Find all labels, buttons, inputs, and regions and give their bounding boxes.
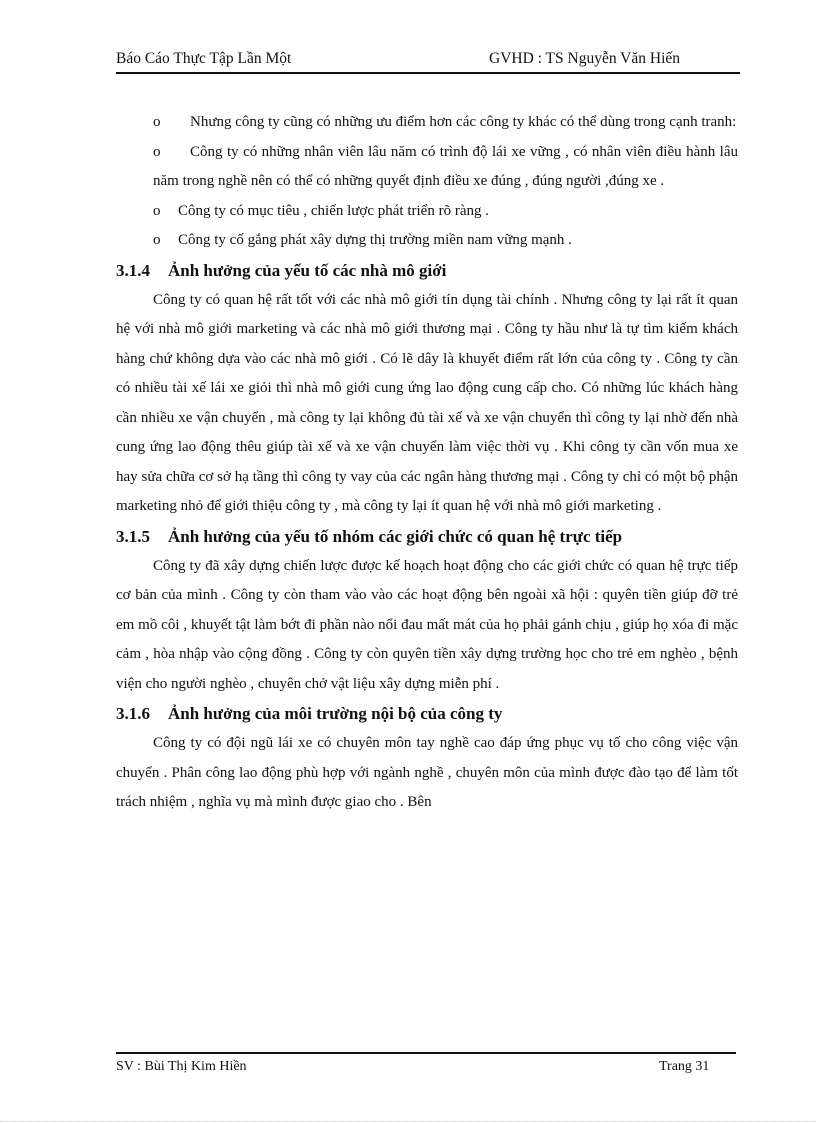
bullet-text: Nhưng công ty cũng có những ưu điểm hơn các công ty khác có thể dùng trong cạnh tranh:	[190, 114, 737, 130]
header-report-title: Báo Cáo Thực Tập Lần Một	[116, 50, 292, 67]
section-paragraph: Công ty đã xây dựng chiến lược được kế hoạch hoạt động cho các giới chức có quan hệ trực tiếp cơ bản của mình . Công ty còn tham vào vào các hoạt động bên ngoài xã hội : quyên tiền giúp đỡ trẻ em mồ côi , khuyết tật làm bớt đi phần nào nổi đau mất mát của họ phải gánh chịu , giúp họ xóa đi mặc cảm , hòa nhập vào cộng đồng . Công ty còn quyên tiền xây dựng trường học cho trẻ em nghèo , bệnh viện cho người nghèo , chuyên chở vật liệu xây dựng miễn phí .	[116, 557, 738, 692]
section-heading	[116, 522, 738, 552]
bullet-text: Công ty cố gắng phát xây dựng thị trường miền nam vững mạnh .	[178, 232, 572, 248]
section-heading	[116, 699, 738, 729]
section-title: Ảnh hưởng của yếu tố các nhà mô giới	[168, 260, 447, 280]
section-number: 3.1.4	[116, 260, 150, 280]
page-boundary-divider	[0, 1121, 816, 1122]
bullet-item	[116, 226, 738, 256]
bullet-text: Công ty có những nhân viên lâu năm có trình độ lái xe vững , có nhân viên điều hành lâu năm trong nghề nên có thể có những quyết định điều xe đúng , đúng người ,đúng xe .	[153, 143, 738, 189]
section-paragraph: Công ty có quan hệ rất tốt với các nhà mô giới tín dụng tài chính . Nhưng công ty lại rất ít quan hệ với nhà mô giới marketing và các nhà mô giới thương mại . Công ty hầu như là tự tìm kiếm khách hàng chứ không dựa vào các nhà mô giới . Có lẽ dây là khuyết điểm rất lớn của công ty . Công ty cần có nhiều tài xế lái xe giỏi thì nhà mô giới cung ứng lao động cung cấp cho. Có những lúc khách hàng cần nhiều xe vận chuyển , mà công ty lại không đủ tài xế và xe vận chuyển thì công ty lại nhờ đến nhà cung ứng lao động thêu giúp tài xế và xe vận chuyển làm việc thời vụ . Khi công ty cần vốn mua xe hay sửa chữa cơ sở hạ tầng thì công ty vay của các ngân hàng thương mại . Công ty chỉ có một bộ phận marketing nhỏ để giới thiệu công ty , mà công ty lại ít quan hệ với nhà mô giới marketing .	[116, 291, 738, 514]
bullet-item	[116, 197, 738, 227]
section-heading	[116, 256, 738, 286]
page-number: Trang 31	[659, 1059, 710, 1074]
bullet-item	[116, 108, 738, 138]
bullet-text: Công ty có mục tiêu , chiến lược phát triển rõ ràng .	[178, 202, 489, 219]
bullet-marker: o	[153, 202, 161, 219]
page-body	[116, 108, 738, 818]
page-header	[116, 48, 740, 74]
section-number: 3.1.5	[116, 526, 150, 546]
section-title: Ảnh hưởng của môi trường nội bộ của công ty	[168, 704, 503, 723]
section-number: 3.1.6	[116, 704, 150, 723]
section-title: Ảnh hưởng của yếu tố nhóm các giới chức có quan hệ trực tiếp	[168, 526, 623, 546]
footer-student-name: SV : Bùi Thị Kim Hiền	[116, 1059, 247, 1074]
bullet-item	[116, 138, 738, 197]
header-supervisor: GVHD : TS Nguyễn Văn Hiến	[489, 50, 681, 67]
bullet-marker: o	[153, 232, 161, 248]
bullet-marker: o	[153, 143, 161, 160]
section-paragraph: Công ty có đội ngũ lái xe có chuyên môn tay nghề cao đáp ứng phục vụ tố cho công việc vận chuyển . Phân công lao động phù hợp với ngành nghề , chuyên môn của mình được đào tạo để làm tốt trách nhiệm , nghĩa vụ mà mình được giao cho . Bên	[116, 735, 738, 810]
page-footer	[116, 1052, 736, 1074]
bullet-marker: o	[153, 114, 161, 130]
